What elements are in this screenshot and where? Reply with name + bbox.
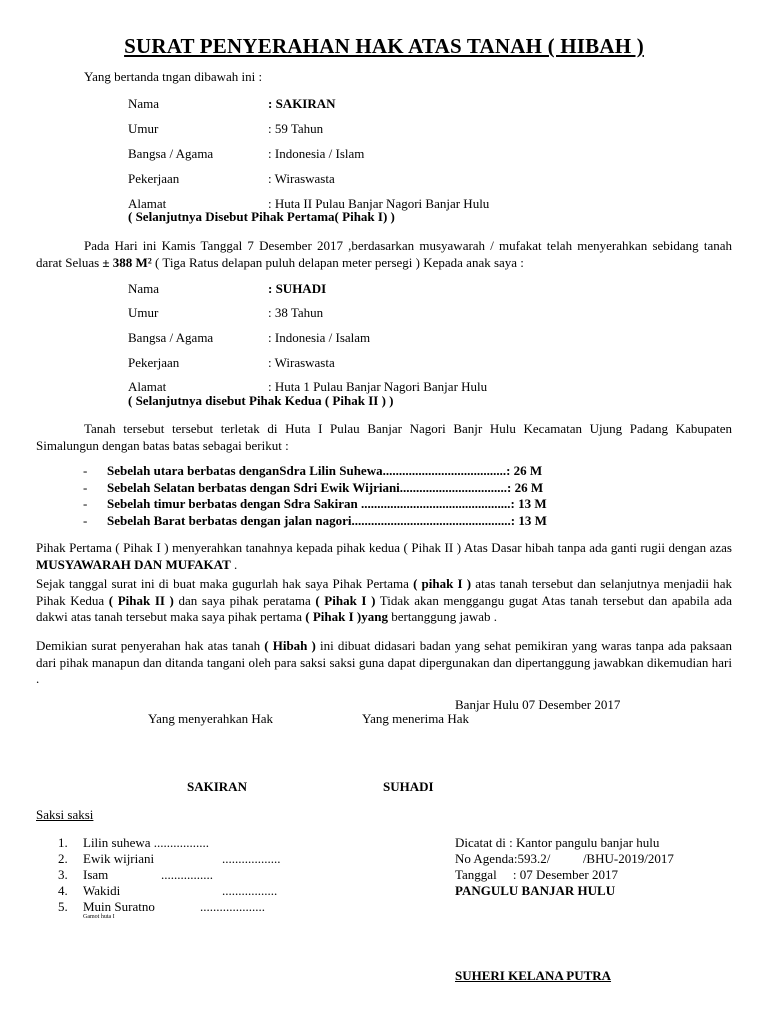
witness-name-text: Muin Suratno bbox=[83, 899, 155, 914]
boundary-bullet: - bbox=[83, 513, 88, 528]
witness-number: 1. bbox=[58, 835, 68, 850]
register-official-name: SUHERI KELANA PUTRA bbox=[455, 968, 612, 983]
para3-principle: MUSYAWARAH DAN MUFAKAT bbox=[36, 556, 231, 572]
paragraph-hibah-intro bbox=[36, 238, 732, 271]
witness-sub-note: Gamot huta I bbox=[83, 914, 115, 920]
witness-dots: ................ bbox=[161, 867, 213, 882]
witness-name-text: Isam bbox=[83, 867, 109, 882]
boundary-east: Sebelah timur berbatas dengan Sdra Sakiran ..............................................: 13 M bbox=[107, 496, 547, 511]
pihak2-value-agama: : Indonesia / Isalam bbox=[268, 330, 371, 345]
boundary-west: Sebelah Barat berbatas dengan jalan nagori.................................................: 13 M bbox=[107, 513, 547, 528]
para1-area: ± 388 M² bbox=[102, 254, 152, 270]
para4-text-2: atas tanah tersebut dan selanjutnya menjadii hak Pihak Kedua bbox=[36, 576, 732, 608]
pihak1-label-alamat: Alamat bbox=[128, 196, 167, 211]
boundary-bullet: - bbox=[83, 496, 88, 511]
witness-heading: Saksi saksi bbox=[36, 807, 94, 822]
pihak2-value-nama: : SUHADI bbox=[268, 281, 327, 296]
receiver-label: Yang menerima Hak bbox=[362, 711, 469, 726]
witness-number: 3. bbox=[58, 867, 68, 882]
pihak1-value-alamat: : Huta II Pulau Banjar Nagori Banjar Hulu bbox=[268, 196, 490, 211]
para5-text-2: ini dibuat didasari badan yang sehat pemikiran yang waras tanpa ada paksaan dari pihak manapun dan ditanda tangani oleh para saksi saksi guna dapat dipergunakan dan dipertanggung jawabkan dikemudian hari . bbox=[36, 638, 732, 686]
boundary-bullet: - bbox=[83, 463, 88, 478]
paragraph-closing bbox=[36, 638, 732, 688]
para5-text-1: Demikian surat penyerahan hak atas tanah bbox=[36, 638, 265, 653]
witness-dots: .................. bbox=[222, 851, 281, 866]
receiver-name: SUHADI bbox=[383, 779, 434, 794]
giver-label: Yang menyerahkan Hak bbox=[148, 711, 274, 726]
pihak2-label-alamat: Alamat bbox=[128, 379, 167, 394]
pihak2-value-pekerjaan: : Wiraswasta bbox=[268, 355, 335, 370]
para4-bold-2: ( Pihak II ) bbox=[108, 592, 174, 608]
pihak1-value-nama: : SAKIRAN bbox=[268, 96, 336, 111]
pihak1-label-umur: Umur bbox=[128, 121, 159, 136]
boundary-south: Sebelah Selatan berbatas dengan Sdri Ewik Wijriani.................................: 26 M bbox=[107, 480, 544, 495]
giver-name: SAKIRAN bbox=[187, 779, 247, 794]
place-date: Banjar Hulu 07 Desember 2017 bbox=[455, 697, 621, 712]
document-title: SURAT PENYERAHAN HAK ATAS TANAH ( HIBAH ) bbox=[124, 34, 644, 58]
register-agenda-number: No Agenda:593.2/ /BHU-2019/2017 bbox=[455, 851, 674, 866]
pihak1-label-agama: Bangsa / Agama bbox=[128, 146, 214, 161]
para4-text-3: dan saya pihak peratama bbox=[173, 592, 316, 608]
witness-number: 5. bbox=[58, 899, 68, 914]
para1-text-2: ( Tiga Ratus delapan puluh delapan meter persegi ) Kepada anak saya : bbox=[151, 254, 524, 270]
para3-text-1: Pihak Pertama ( Pihak I ) menyerahkan tanahnya kepada pihak kedua ( Pihak II ) Atas Dasar hibah tanpa ada ganti rugii dengan azas bbox=[36, 540, 732, 555]
pihak2-label-agama: Bangsa / Agama bbox=[128, 330, 214, 345]
para5-bold-1: ( Hibah ) bbox=[264, 638, 316, 653]
pihak2-note: ( Selanjutnya disebut Pihak Kedua ( Pihak II ) ) bbox=[128, 393, 394, 408]
para4-bold-4: ( Pihak I )yang bbox=[305, 609, 388, 624]
witness-number: 2. bbox=[58, 851, 68, 866]
pihak1-value-umur: : 59 Tahun bbox=[268, 121, 324, 136]
pihak2-value-umur: : 38 Tahun bbox=[268, 305, 324, 320]
paragraph-handover bbox=[36, 540, 732, 573]
witness-name-text: Ewik wijriani bbox=[83, 851, 155, 866]
pihak1-label-nama: Nama bbox=[128, 96, 160, 111]
para4-text-5: bertanggung jawab . bbox=[388, 609, 498, 624]
pihak2-label-umur: Umur bbox=[128, 305, 159, 320]
para4-text-1: Sejak tanggal surat ini di buat maka gugurlah hak saya Pihak Pertama bbox=[36, 576, 414, 591]
paragraph-transfer bbox=[36, 576, 732, 626]
witness-dots: ................. bbox=[153, 835, 210, 850]
para1-text-1: Pada Hari ini Kamis Tanggal 7 Desember 2017 ,berdasarkan musyawarah / mufakat telah menyerahkan sebidang tanah darat Seluas bbox=[36, 238, 732, 270]
witness-name-text: Wakidi bbox=[83, 883, 121, 898]
register-office: PANGULU BANJAR HULU bbox=[455, 883, 616, 898]
paragraph-location: Tanah tersebut tersebut terletak di Huta I Pulau Banjar Nagori Banjr Hulu Kecamatan Ujung Padang Kabupaten Simalungun dengan batas batas sebagai berikut : bbox=[36, 421, 732, 453]
pihak1-note: ( Selanjutnya Disebut Pihak Pertama( Pihak I) ) bbox=[128, 209, 395, 224]
para4-text-4: Tidak akan menggangu gugat Atas tanah tersebut dan apabila ada dakwi atas tanah tersebut maka saya pihak pertama bbox=[36, 592, 732, 624]
pihak2-label-nama: Nama bbox=[128, 281, 160, 296]
para4-bold-1: ( pihak I ) bbox=[413, 576, 472, 591]
witness-name-text: Lilin suhewa bbox=[83, 835, 151, 850]
boundary-north: Sebelah utara berbatas denganSdra Lilin Suhewa......................................: 26 M bbox=[107, 463, 543, 478]
witness-name bbox=[83, 835, 209, 851]
pihak1-value-pekerjaan: : Wiraswasta bbox=[268, 171, 335, 186]
pihak1-value-agama: : Indonesia / Islam bbox=[268, 146, 365, 161]
intro-text: Yang bertanda tngan dibawah ini : bbox=[84, 69, 263, 84]
witness-dots: ................. bbox=[222, 883, 278, 898]
pihak2-label-pekerjaan: Pekerjaan bbox=[128, 355, 180, 370]
para3-text-2: . bbox=[230, 556, 238, 572]
register-recorded-at: Dicatat di : Kantor pangulu banjar hulu bbox=[455, 835, 660, 850]
boundary-bullet: - bbox=[83, 480, 88, 495]
pihak2-value-alamat: : Huta 1 Pulau Banjar Nagori Banjar Hulu bbox=[268, 379, 488, 394]
witness-dots: .................... bbox=[200, 899, 265, 914]
pihak1-label-pekerjaan: Pekerjaan bbox=[128, 171, 180, 186]
para4-bold-3: ( Pihak I ) bbox=[315, 592, 376, 608]
register-date: Tanggal : 07 Desember 2017 bbox=[455, 867, 618, 882]
witness-number: 4. bbox=[58, 883, 68, 898]
